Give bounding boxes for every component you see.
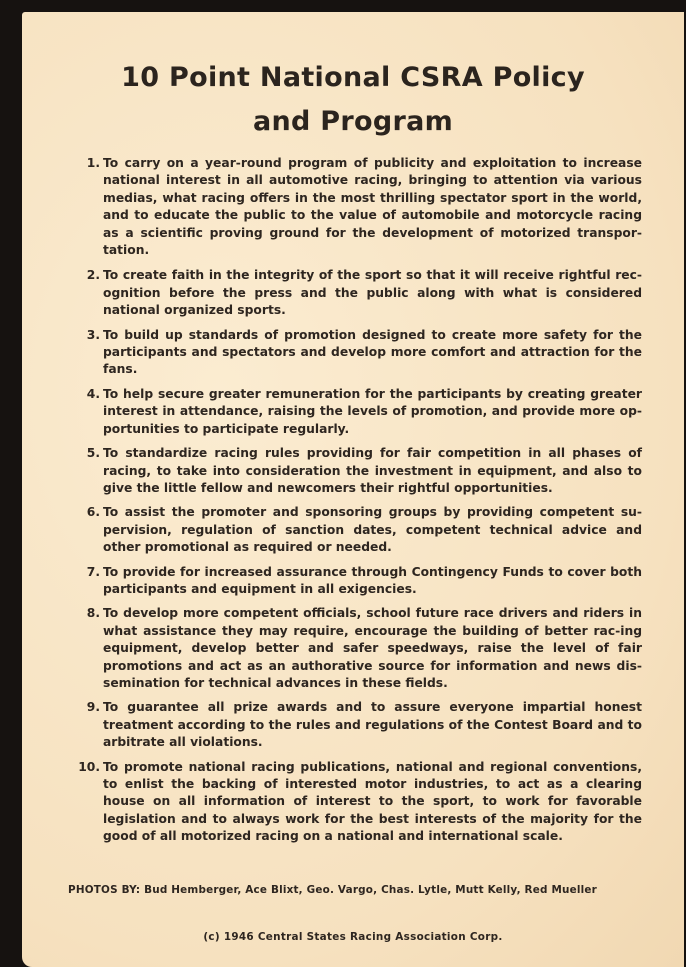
policy-item-5 [72, 445, 642, 497]
item-number: 7. [86, 564, 100, 579]
item-text: To carry on a year-round program of publicity and exploitation to increase national interest in all automotive racing, bringing to attention via various medias, what racing offers in the most thrilling spectator sport in the world, and to educate the public to the value of automobile and motorcycle racing as a scientific proving ground for the development of motorized transpor-tation. [103, 156, 642, 258]
policy-list [72, 155, 642, 853]
item-text: To build up standards of promotion designed to create more safety for the participants and spectators and develop more comfort and attraction for the fans. [103, 327, 642, 377]
policy-item-6 [72, 504, 642, 556]
policy-item-3 [72, 327, 642, 379]
item-number: 9. [86, 700, 100, 715]
item-number: 3. [86, 327, 100, 342]
document-card [22, 12, 684, 967]
item-number: 6. [86, 505, 100, 520]
photos-credit: PHOTOS BY: Bud Hemberger, Ace Blixt, Geo. Vargo, Chas. Lytle, Mutt Kelly, Red Mueller [68, 884, 597, 896]
item-number: 4. [86, 386, 100, 401]
item-number: 8. [86, 606, 100, 621]
item-number: 1. [86, 156, 100, 170]
item-text: To create faith in the integrity of the sport so that it will receive rightful rec-ognition before the press and the public along with what is considered national organized sports. [103, 268, 642, 318]
item-number: 10. [78, 759, 100, 774]
item-number: 2. [86, 268, 100, 283]
item-text: To promote national racing publications, national and regional conventions, to enlist the backing of interested motor industries, to act as a clearing house on all information of interest to the sport, to work for favorable legislation and to always work for the best interests of the majority for the good of all motorized racing on a national and international scale. [103, 759, 642, 844]
document-title-line2: and Program [252, 106, 454, 137]
policy-item-9 [72, 699, 642, 751]
item-text: To standardize racing rules providing for fair competition in all phases of racing, to take into consideration the investment in equipment, and also to give the little fellow and newcomers their rightful opportunities. [103, 446, 642, 495]
item-text: To provide for increased assurance through Contingency Funds to cover both participants and equipment in all exigencies. [103, 564, 642, 596]
item-text: To develop more competent officials, school future race drivers and riders in what assistance they may require, encourage the building of better rac-ing equipment, develop better and safer speedways, raise the level of fair promotions and act as an authorative source for information and news dis-semination for technical advances in these fields. [103, 606, 642, 690]
policy-item-8 [72, 605, 642, 692]
policy-item-7 [72, 564, 642, 599]
item-number: 5. [86, 446, 100, 461]
policy-item-1 [72, 155, 642, 259]
policy-item-2 [72, 267, 642, 319]
policy-item-10 [72, 759, 642, 846]
copyright-notice: (c) 1946 Central States Racing Association Corp. [203, 931, 503, 943]
item-text: To assist the promoter and sponsoring groups by providing competent su-pervision, regulation of sanction dates, competent technical advice and other promotional as required or needed. [103, 505, 642, 555]
policy-item-4 [72, 386, 642, 438]
item-text: To guarantee all prize awards and to assure everyone impartial honest treatment according to the rules and regulations of the Contest Board and to arbitrate all violations. [103, 700, 642, 750]
document-title-line1: 10 Point National CSRA Policy [121, 62, 585, 93]
item-text: To help secure greater remuneration for the participants by creating greater interest in attendance, raising the levels of promotion, and provide more op-portunities to participate regularly. [103, 386, 642, 436]
